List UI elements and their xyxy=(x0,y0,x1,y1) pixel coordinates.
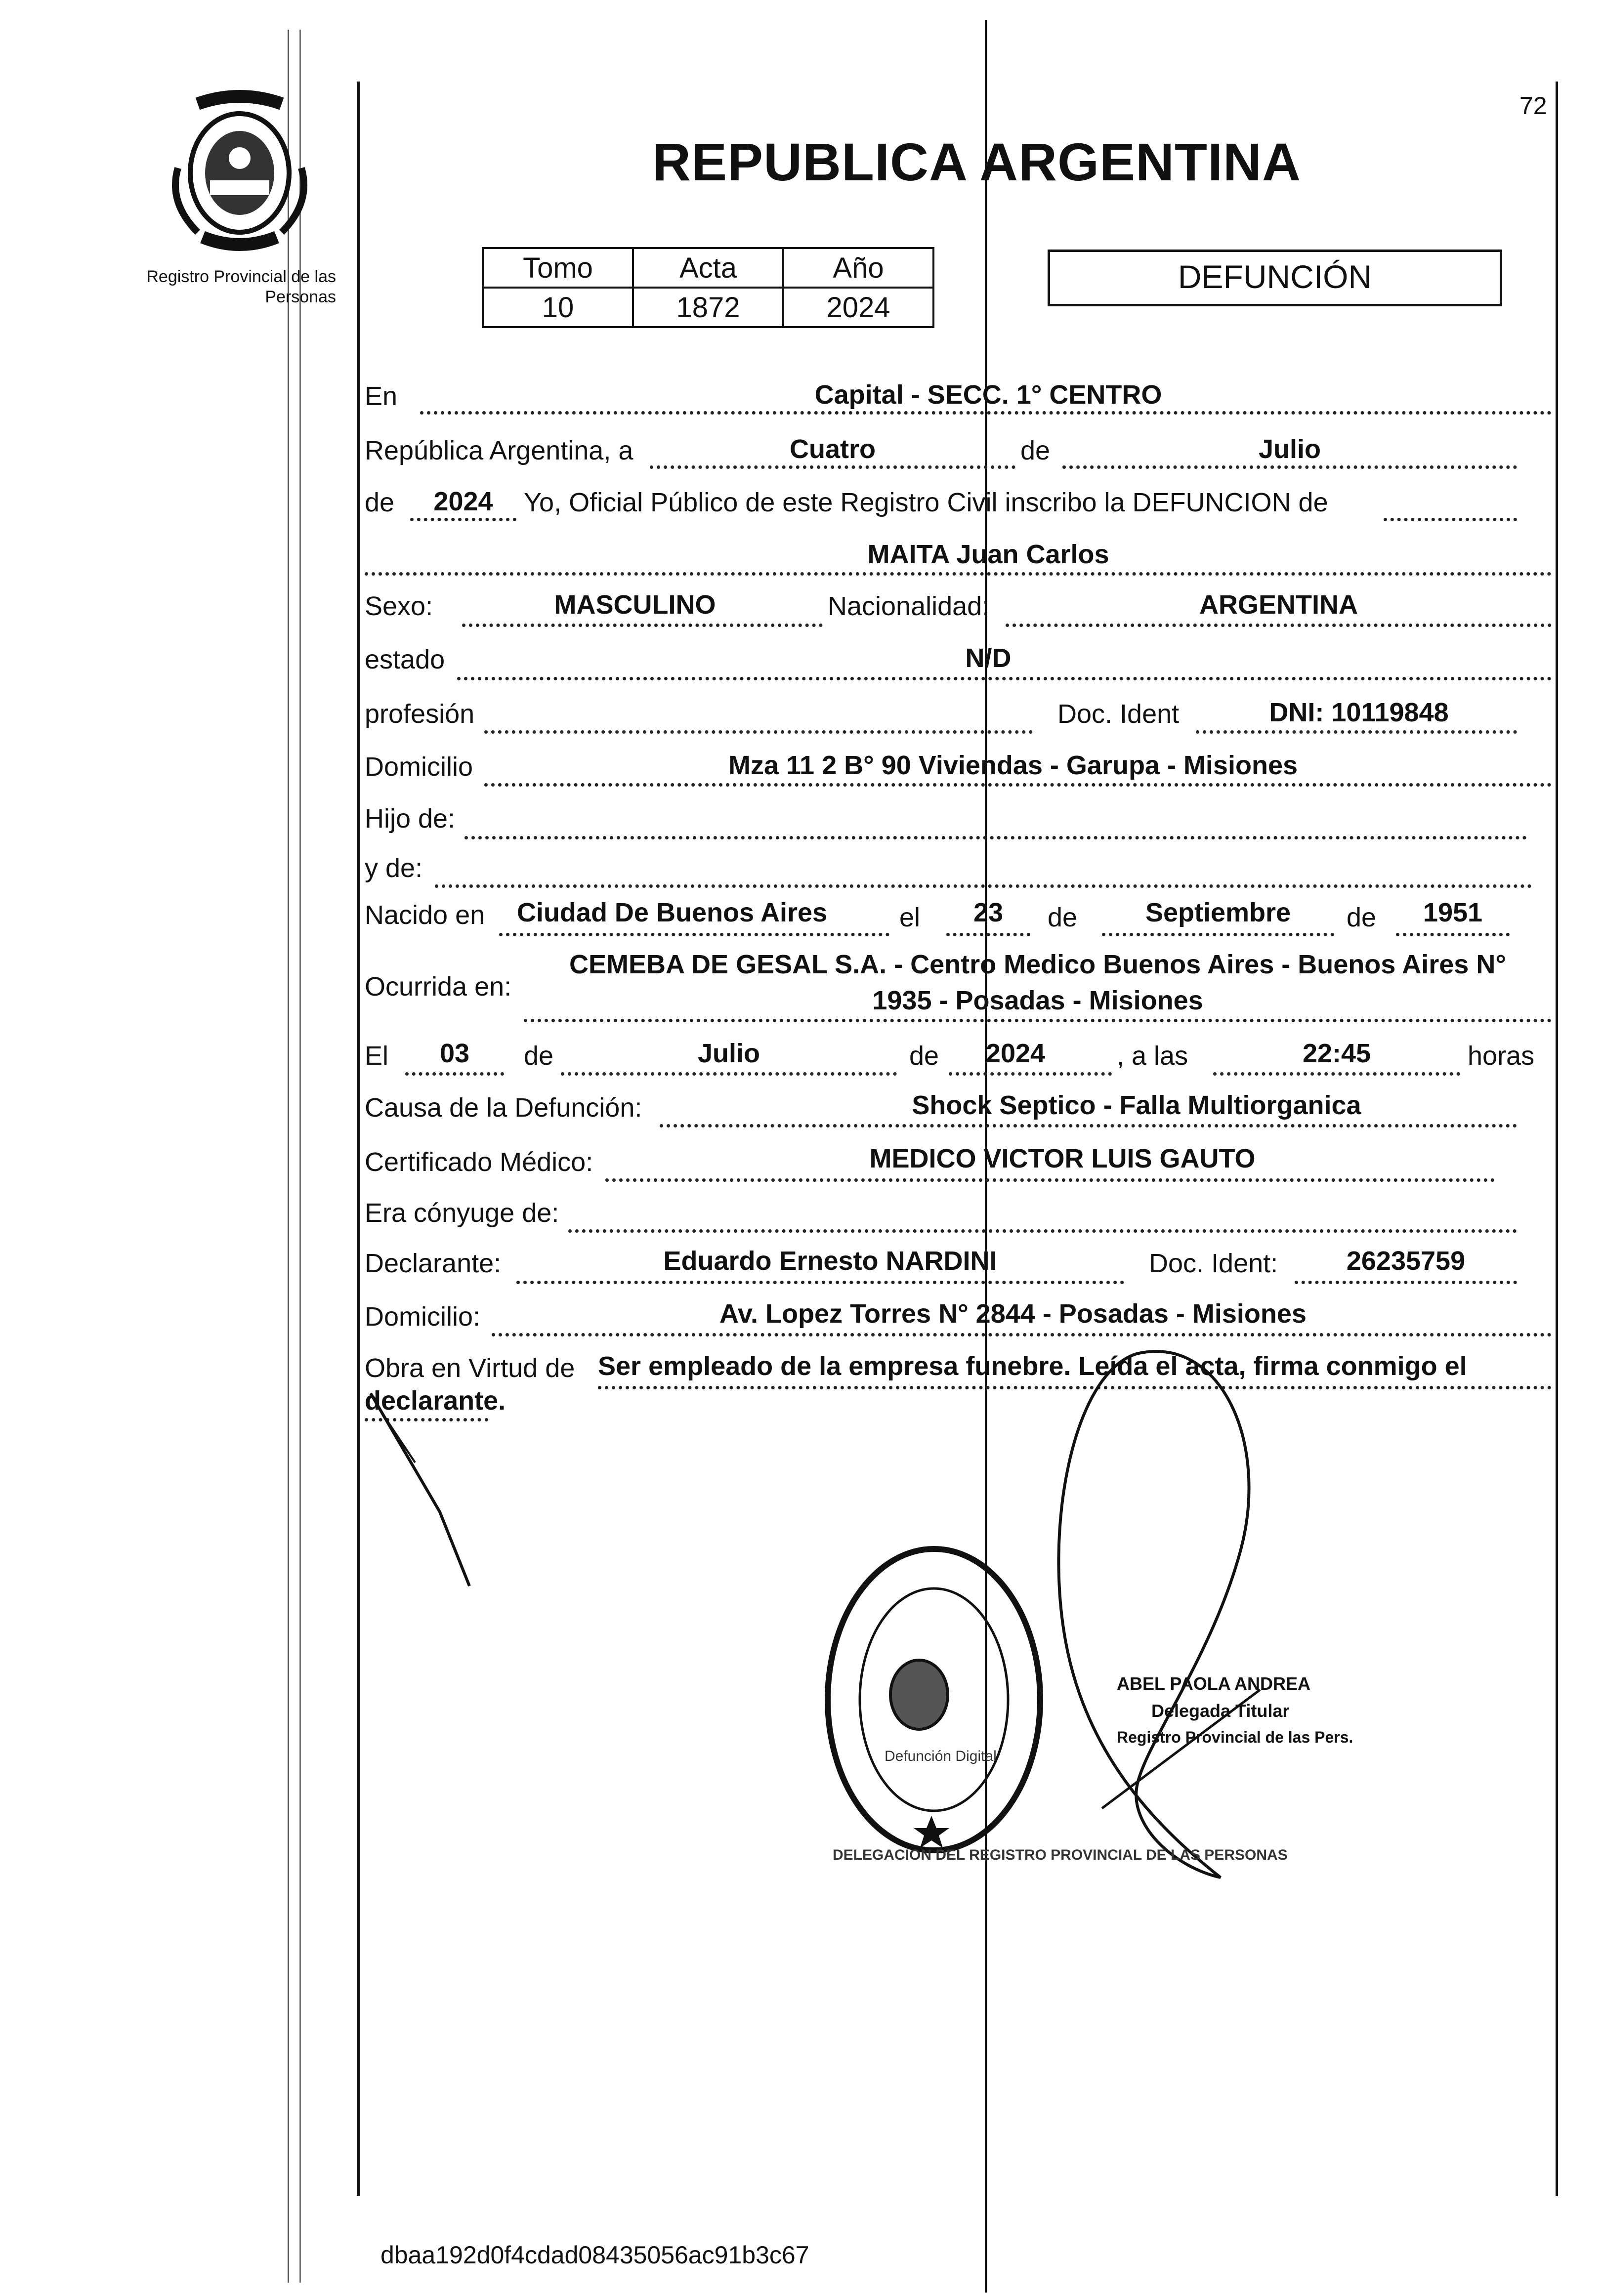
registry-seal-stamp xyxy=(820,1542,1048,1858)
official-name: ABEL PAOLA ANDREA xyxy=(1117,1673,1311,1694)
month-value: Julio xyxy=(1258,434,1321,464)
en-line xyxy=(420,411,1552,415)
causa-value: Shock Septico - Falla Multiorganica xyxy=(912,1090,1361,1120)
yo-text: Yo, Oficial Público de este Registro Civil inscribo la DEFUNCION de xyxy=(524,488,1328,517)
declarante-line xyxy=(516,1281,1124,1284)
alas-label: , a las xyxy=(1117,1041,1188,1071)
profesion-line xyxy=(484,730,1033,734)
table-value-acta: 1872 xyxy=(633,288,783,327)
doc-ident2-label: Doc. Ident: xyxy=(1149,1249,1278,1278)
document-hash: dbaa192d0f4cdad08435056ac91b3c67 xyxy=(380,2241,809,2269)
record-type-box: DEFUNCIÓN xyxy=(1048,250,1502,306)
de-death-label: de xyxy=(524,1041,554,1071)
birth-month: Septiembre xyxy=(1145,898,1291,927)
declarant-signature xyxy=(361,1388,489,1596)
nacido-label: Nacido en xyxy=(365,900,485,930)
sexo-label: Sexo: xyxy=(365,591,433,621)
coat-of-arms-emblem xyxy=(163,89,316,252)
certificado-value: MEDICO VICTOR LUIS GAUTO xyxy=(869,1144,1256,1173)
declarante-value: Eduardo Ernesto NARDINI xyxy=(663,1246,997,1276)
ocurrida-label: Ocurrida en: xyxy=(365,972,512,1002)
doc-ident-value: DNI: 10119848 xyxy=(1269,698,1449,727)
estado-line xyxy=(457,677,1552,680)
obra-label: Obra en Virtud de xyxy=(365,1353,575,1383)
horas-label: horas xyxy=(1468,1041,1535,1071)
seal-ring-text: DELEGACION DEL REGISTRO PROVINCIAL DE LAS PERSONAS xyxy=(833,1847,1288,1863)
hijo-label: Hijo de: xyxy=(365,804,456,834)
official-office: Registro Provincial de las Pers. xyxy=(1117,1728,1353,1746)
registry-name: Registro Provincial de las Personas xyxy=(146,267,336,306)
en-label: En xyxy=(365,381,398,411)
scan-line xyxy=(288,30,289,2283)
profesion-label: profesión xyxy=(365,699,475,729)
obra-value-line2: declarante. xyxy=(365,1386,506,1416)
conyuge-line xyxy=(568,1229,1517,1233)
doc-ident-line xyxy=(1196,730,1517,734)
nacionalidad-line xyxy=(1006,624,1552,627)
de-birth-year-label: de xyxy=(1347,903,1377,932)
obra-value-line1: Ser empleado de la empresa funebre. Leída el acta, firma conmigo el xyxy=(598,1351,1467,1381)
year-value: 2024 xyxy=(433,487,493,516)
de-year-label: de xyxy=(365,488,395,517)
death-month: Julio xyxy=(697,1039,760,1068)
death-year: 2024 xyxy=(985,1039,1046,1068)
de-death-year-label: de xyxy=(909,1041,939,1071)
conyuge-label: Era cónyuge de: xyxy=(365,1198,559,1228)
domicilio2-label: Domicilio: xyxy=(365,1302,481,1332)
declarante-label: Declarante: xyxy=(365,1249,502,1278)
death-time: 22:45 xyxy=(1302,1039,1371,1068)
birth-day: 23 xyxy=(973,898,1004,927)
birth-day-line xyxy=(946,933,1030,936)
nacido-line xyxy=(499,933,889,936)
official-signature xyxy=(1013,1344,1359,1887)
death-day-line xyxy=(405,1072,504,1076)
doc-ident-label: Doc. Ident xyxy=(1057,699,1180,729)
official-role: Delegada Titular xyxy=(1151,1701,1290,1721)
deceased-name: MAITA Juan Carlos xyxy=(867,540,1109,569)
table-header-tomo: Tomo xyxy=(483,248,633,288)
birth-month-line xyxy=(1102,933,1334,936)
causa-line xyxy=(660,1124,1517,1127)
table-value-tomo: 10 xyxy=(483,288,633,327)
causa-label: Causa de la Defunción: xyxy=(365,1093,642,1123)
death-day: 03 xyxy=(439,1039,470,1068)
domicilio-label: Domicilio xyxy=(365,752,473,782)
ocurrida-line xyxy=(524,1019,1552,1022)
nacionalidad-label: Nacionalidad: xyxy=(828,591,990,621)
domicilio2-value: Av. Lopez Torres N° 2844 - Posadas - Misiones xyxy=(719,1299,1307,1329)
month-line xyxy=(1062,465,1517,469)
en-value: Capital - SECC. 1° CENTRO xyxy=(814,380,1162,410)
birth-year: 1951 xyxy=(1423,898,1483,927)
sexo-value: MASCULINO xyxy=(554,590,716,620)
domicilio-line xyxy=(484,783,1552,787)
certificado-line xyxy=(605,1178,1495,1182)
yde-line xyxy=(435,884,1532,888)
de-birth-label: de xyxy=(1048,903,1078,932)
domicilio2-line xyxy=(492,1333,1552,1336)
day-line xyxy=(650,465,1015,469)
estado-value: N/D xyxy=(965,643,1012,673)
birth-year-line xyxy=(1396,933,1510,936)
day-value: Cuatro xyxy=(790,434,876,464)
scan-line xyxy=(1556,82,1558,2196)
death-month-line xyxy=(561,1072,897,1076)
sexo-line xyxy=(462,624,823,627)
domicilio-value: Mza 11 2 B° 90 Viviendas - Garupa - Misiones xyxy=(728,751,1298,780)
table-header-acta: Acta xyxy=(633,248,783,288)
yde-label: y de: xyxy=(365,853,423,883)
ocurrida-line1: CEMEBA DE GESAL S.A. - Centro Medico Buenos Aires - Buenos Aires N° xyxy=(569,950,1506,979)
record-table xyxy=(482,247,934,328)
death-year-line xyxy=(949,1072,1112,1076)
doc-ident2-value: 26235759 xyxy=(1346,1246,1466,1276)
table-header-ano: Año xyxy=(783,248,933,288)
name-line xyxy=(365,572,1552,576)
de-label: de xyxy=(1020,436,1051,465)
year-line xyxy=(410,518,516,521)
nacido-value: Ciudad De Buenos Aires xyxy=(516,898,828,927)
el-label: el xyxy=(899,903,921,932)
republica-label: República Argentina, a xyxy=(365,436,633,465)
country-title: REPUBLICA ARGENTINA xyxy=(652,132,1301,192)
hijo-line xyxy=(464,836,1527,839)
death-time-line xyxy=(1213,1072,1460,1076)
table-value-ano: 2024 xyxy=(783,288,933,327)
defuncion-de-line xyxy=(1384,518,1517,521)
scan-line xyxy=(299,30,301,2283)
certificado-label: Certificado Médico: xyxy=(365,1147,593,1177)
seal-inner-text: Defunción Digital xyxy=(885,1748,997,1764)
el2-label: El xyxy=(365,1041,389,1071)
estado-label: estado xyxy=(365,645,445,674)
doc-ident2-line xyxy=(1295,1281,1517,1284)
nacionalidad-value: ARGENTINA xyxy=(1199,590,1358,620)
ocurrida-line2: 1935 - Posadas - Misiones xyxy=(872,986,1203,1015)
scan-line xyxy=(357,82,360,2196)
page-number: 72 xyxy=(1519,92,1547,120)
